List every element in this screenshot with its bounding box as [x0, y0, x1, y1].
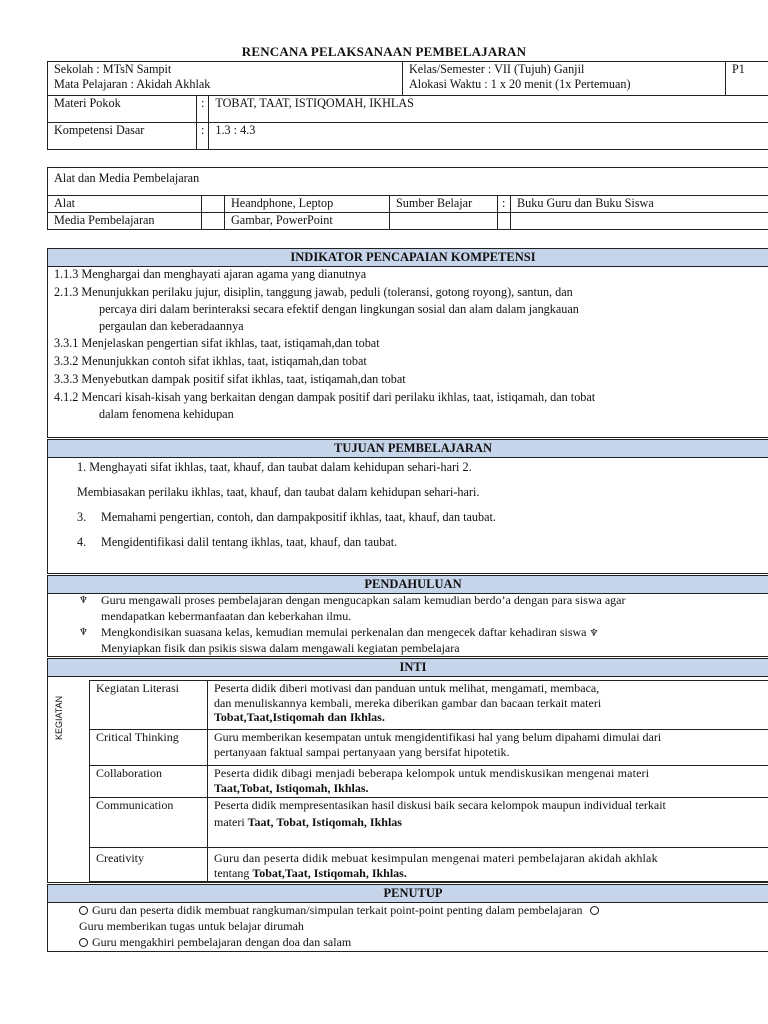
- penutup-item: [79, 935, 351, 950]
- alat-value: Heandphone, Leptop: [225, 196, 390, 213]
- indikator-heading: INDIKATOR PENCAPAIAN KOMPETENSI: [48, 249, 768, 267]
- inti-band: [47, 658, 768, 677]
- inti-heading: INTI: [48, 659, 768, 677]
- inti-row-line: Peserta didik mempresentasikan hasil diskusi baik secara kelompok maupun individual terkait: [214, 798, 666, 812]
- inti-row-line: Peserta didik diberi motivasi dan panduan untuk melihat, mengamati, membaca,: [214, 681, 600, 695]
- tujuan-heading: TUJUAN PEMBELAJARAN: [48, 440, 768, 458]
- inti-row-line: Guru dan peserta didik mebuat kesimpulan mengenai materi pembelajaran akidah akhlak: [214, 851, 658, 865]
- alat-spacer: [202, 196, 225, 213]
- pendahuluan-item-text: Mengkondisikan suasana kelas, kemudian memulai perkenalan dan mengecek daftar kehadiran siswa: [101, 625, 587, 639]
- inti-row-label: Communication: [90, 798, 208, 848]
- inti-row-label: Collaboration: [90, 766, 208, 798]
- indikator-item: 4.1.2 Mencari kisah-kisah yang berkaitan dengan dampak positif dari perilaku ikhlas, taat, istiqamah, dan tobat: [54, 390, 596, 404]
- tujuan-band: [47, 439, 768, 458]
- materi-label: Materi Pokok: [48, 96, 197, 123]
- circle-bullet-icon: [79, 938, 88, 947]
- pendahuluan-item-cont: mendapatkan kebermanfaatan dan keberkahan ilmu.: [101, 609, 352, 623]
- tujuan-item: 1. Menghayati sifat ikhlas, taat, khauf, dan taubat dalam kehidupan sehari-hari 2.: [77, 460, 472, 474]
- inti-row-desc: [208, 730, 768, 766]
- indikator-item: 3.3.2 Menunjukkan contoh sifat ikhlas, taat, istiqamah,dan tobat: [54, 354, 367, 368]
- tujuan-item: Membiasakan perilaku ikhlas, taat, khauf, dan taubat dalam kehidupan sehari-hari.: [77, 485, 480, 499]
- sumber-colon: :: [498, 196, 511, 213]
- sumber-value: Buku Guru dan Buku Siswa: [511, 196, 768, 213]
- penutup-band: [47, 884, 768, 903]
- inti-row-line: pertanyaan faktual sampai pertanyaan yang bersifat hipotetik.: [214, 744, 510, 759]
- inti-row-desc: [208, 681, 768, 730]
- tujuan-item: Memahami pengertian, contoh, dan dampakpositif ikhlas, taat, khauf, dan taubat.: [101, 510, 496, 524]
- tujuan-item: Mengidentifikasi dalil tentang ikhlas, taat, khauf, dan taubat.: [101, 535, 398, 549]
- media-heading: Alat dan Media Pembelajaran: [48, 168, 768, 196]
- kd-label: Kompetensi Dasar: [48, 123, 197, 150]
- school-cell: [48, 62, 403, 96]
- inti-row-bold: Tobat,Taat, Istiqomah, Ikhlas.: [252, 865, 407, 880]
- indikator-item: 3.3.1 Menjelaskan pengertian sifat ikhlas, taat, istiqamah,dan tobat: [54, 336, 380, 350]
- inti-row: [90, 730, 768, 766]
- bullet-icon: ♆: [79, 627, 88, 638]
- meeting-code: P1: [726, 62, 768, 96]
- circle-bullet-icon: [590, 906, 599, 915]
- pendahuluan-item-cont: Menyiapkan fisik dan psikis siswa dalam mengawali kegiatan pembelajara: [101, 641, 460, 655]
- time-allocation: Alokasi Waktu : 1 x 20 menit (1x Pertemuan): [409, 76, 631, 91]
- subject-name: Mata Pelajaran : Akidah Akhlak: [54, 76, 211, 91]
- indikator-item: 3.3.3 Menyebutkan dampak positif sifat ikhlas, taat, istiqamah,dan tobat: [54, 372, 406, 386]
- pendahuluan-item: [101, 625, 598, 640]
- media-empty-3: [511, 213, 768, 230]
- inti-row: [90, 766, 768, 798]
- alat-label: Alat: [48, 196, 202, 213]
- penutup-body: [47, 902, 768, 952]
- inti-row-label: Kegiatan Literasi: [90, 681, 208, 730]
- bullet-icon: ♆: [79, 595, 88, 606]
- indikator-item: 2.1.3 Menunjukkan perilaku jujur, disiplin, tanggung jawab, peduli (toleransi, gotong royong), santun, dan: [54, 285, 573, 299]
- inti-row-line: Peserta didik dibagi menjadi beberapa kelompok untuk mendiskusikan mengenai materi: [214, 766, 650, 780]
- circle-bullet-icon: [79, 906, 88, 915]
- media-empty-2: [498, 213, 511, 230]
- indikator-band: [47, 248, 768, 267]
- class-semester: Kelas/Semester : VII (Tujuh) Ganjil: [409, 62, 585, 76]
- header-table: [47, 61, 768, 150]
- pendahuluan-heading: PENDAHULUAN: [48, 576, 768, 594]
- tujuan-num: 4.: [77, 535, 87, 549]
- inti-row-line: dan menuliskannya kembali, mereka diberikan gambar dan bacaan terkait materi: [214, 695, 602, 710]
- pendahuluan-band: [47, 575, 768, 594]
- penutup-item: Guru memberikan tugas untuk belajar dirumah: [79, 919, 304, 933]
- inti-row-label: Critical Thinking: [90, 730, 208, 766]
- pendahuluan-body: [47, 593, 768, 657]
- inti-row-label: Creativity: [90, 848, 208, 882]
- penutup-item: [79, 903, 603, 918]
- inti-row: [90, 848, 768, 882]
- inti-row-bold: Tobat,Taat,Istiqomah dan Ikhlas.: [214, 710, 385, 724]
- inti-row-bold: Taat, Tobat, Istiqomah, Ikhlas: [247, 814, 402, 829]
- inti-row-pre: materi: [214, 814, 248, 829]
- penutup-item-text: Guru dan peserta didik membuat rangkuman/simpulan terkait point-point penting dalam pembelajaran: [92, 903, 583, 917]
- media-empty-1: [390, 213, 498, 230]
- indikator-item: 1.1.3 Menghargai dan menghayati ajaran agama yang dianutnya: [54, 267, 367, 281]
- inti-row-bold: Taat,Tobat, Istiqomah, Ikhlas.: [214, 780, 369, 795]
- penutup-heading: PENUTUP: [48, 885, 768, 903]
- inti-row-pre: tentang: [214, 865, 253, 880]
- inti-row-desc: [208, 848, 768, 882]
- pendahuluan-item: Guru mengawali proses pembelajaran dengan mengucapkan salam kemudian berdo’a dengan para siswa agar: [101, 593, 626, 607]
- media-table: [47, 167, 768, 230]
- inti-row-desc: [208, 798, 768, 848]
- inti-row-line: Guru memberikan kesempatan untuk mengidentifikasi hal yang belum dipahami dimulai dari: [214, 730, 662, 744]
- media-label: Media Pembelajaran: [48, 213, 202, 230]
- inti-table: [89, 680, 768, 882]
- materi-value: TOBAT, TAAT, ISTIQOMAH, IKHLAS: [209, 96, 768, 123]
- kd-colon: :: [197, 123, 209, 150]
- inti-row: [90, 798, 768, 848]
- school-name: Sekolah : MTsN Sampit: [54, 62, 172, 76]
- indikator-item-cont: dalam fenomena kehidupan: [99, 407, 234, 421]
- indikator-item-cont: pergaulan dan keberadaannya: [99, 319, 244, 333]
- indikator-item-cont: percaya diri dalam berinteraksi secara efektif dengan lingkungan sosial dan alam dalam jangkauan: [99, 302, 579, 316]
- kegiatan-side-label-wrap: [47, 680, 93, 880]
- document-title: RENCANA PELAKSANAAN PEMBELAJARAN: [241, 44, 527, 59]
- inti-row: [90, 681, 768, 730]
- inti-row-desc: [208, 766, 768, 798]
- class-cell: [403, 62, 726, 96]
- indikator-body: [47, 266, 768, 438]
- kegiatan-side-label: KEGIATAN: [54, 695, 64, 740]
- kd-value: 1.3 : 4.3: [209, 123, 768, 150]
- bullet-icon: ♆: [589, 628, 599, 639]
- tujuan-num: 3.: [77, 510, 87, 524]
- tujuan-body: [47, 457, 768, 574]
- media-spacer: [202, 213, 225, 230]
- sumber-label: Sumber Belajar: [390, 196, 498, 213]
- media-value: Gambar, PowerPoint: [225, 213, 390, 230]
- penutup-item-text: Guru mengakhiri pembelajaran dengan doa dan salam: [92, 935, 352, 949]
- materi-colon: :: [197, 96, 209, 123]
